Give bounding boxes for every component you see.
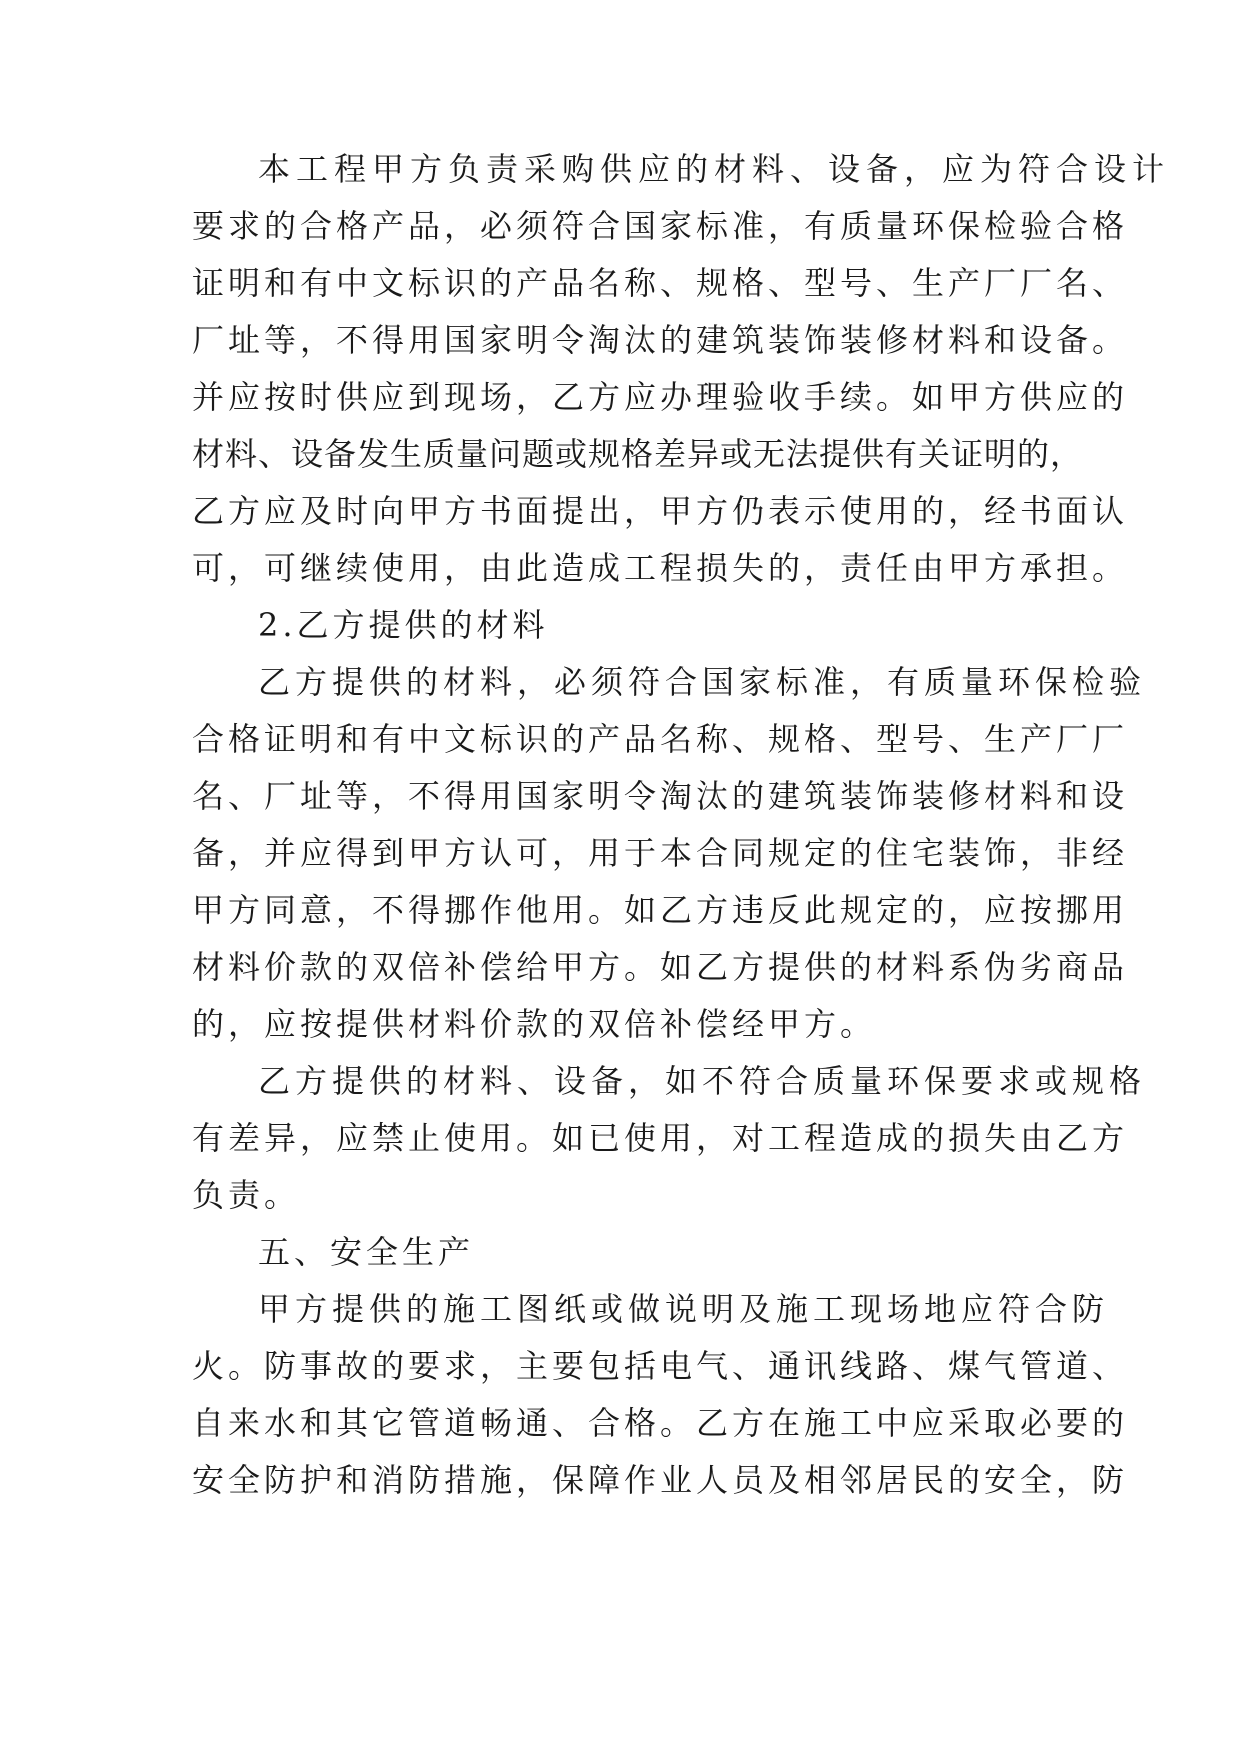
paragraph-line: 并应按时供应到现场，乙方应办理验收手续。如甲方供应的 [192,378,1129,416]
paragraph-line: 负责。 [192,1176,301,1214]
paragraph-line: 备，并应得到甲方认可，用于本合同规定的住宅装饰，非经 [192,834,1129,872]
paragraph-line: 甲方同意，不得挪作他用。如乙方违反此规定的，应按挪用 [192,891,1129,929]
paragraph-line: 可，可继续使用，由此造成工程损失的，责任由甲方承担。 [192,549,1129,587]
paragraph-line: 名、厂址等，不得用国家明令淘汰的建筑装饰装修材料和设 [192,777,1129,815]
paragraph-line: 合格证明和有中文标识的产品名称、规格、型号、生产厂厂 [192,720,1129,758]
section-heading: 2.乙方提供的材料 [258,606,549,644]
paragraph-line: 的，应按提供材料价款的双倍补偿经甲方。 [192,1005,877,1043]
section-heading: 五、安全生产 [258,1233,475,1271]
paragraph-line: 证明和有中文标识的产品名称、规格、型号、生产厂厂名、 [192,264,1129,302]
paragraph-line: 材料价款的双倍补偿给甲方。如乙方提供的材料系伪劣商品 [192,948,1129,986]
paragraph-line: 甲方提供的施工图纸或做说明及施工现场地应符合防 [258,1290,1110,1328]
paragraph-line: 乙方提供的材料，必须符合国家标准，有质量环保检验 [258,663,1147,701]
paragraph-line: 有差异，应禁止使用。如已使用，对工程造成的损失由乙方 [192,1119,1129,1157]
paragraph-line: 安全防护和消防措施，保障作业人员及相邻居民的安全，防 [192,1461,1129,1499]
paragraph-line: 厂址等，不得用国家明令淘汰的建筑装饰装修材料和设备。 [192,321,1129,359]
paragraph-line: 要求的合格产品，必须符合国家标准，有质量环保检验合格 [192,207,1129,245]
paragraph-line: 火。防事故的要求，主要包括电气、通讯线路、煤气管道、 [192,1347,1129,1385]
paragraph-line: 本工程甲方负责采购供应的材料、设备，应为符合设计 [258,150,1171,188]
paragraph-line: 乙方应及时向甲方书面提出，甲方仍表示使用的，经书面认 [192,492,1129,530]
paragraph-line: 乙方提供的材料、设备，如不符合质量环保要求或规格 [258,1062,1147,1100]
paragraph-line: 自来水和其它管道畅通、合格。乙方在施工中应采取必要的 [192,1404,1129,1442]
paragraph-line: 材料、设备发生质量问题或规格差异或无法提供有关证明的， [192,435,1084,473]
